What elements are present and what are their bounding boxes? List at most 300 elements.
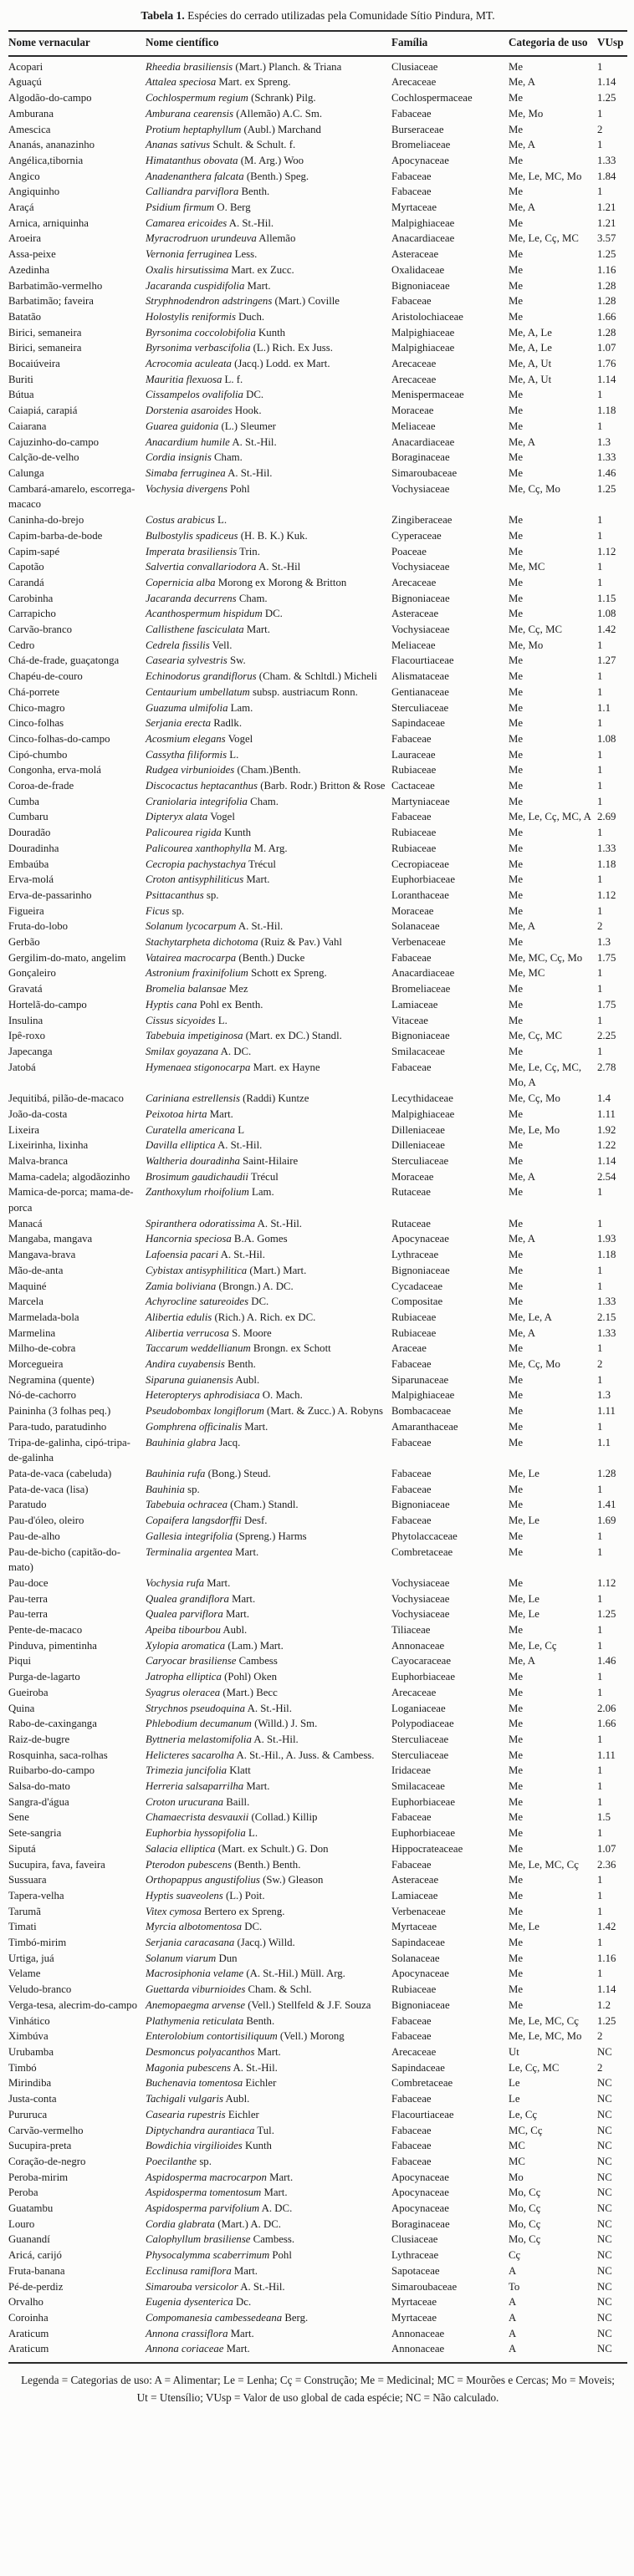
- cell-nome-vernacular: Mangava-brava: [8, 1249, 76, 1261]
- cell-vusp: 1.25: [597, 248, 616, 261]
- cell-familia: Flacourtiaceae: [391, 654, 454, 667]
- cell-familia: Menispermaceae: [391, 389, 464, 401]
- table-row: [8, 1653, 627, 1669]
- cell-nome-cientifico: Peixotoa hirta Mart.: [146, 1107, 233, 1120]
- table-row: [8, 2029, 627, 2044]
- cell-nome-cientifico: Casearia sylvestris Sw.: [146, 654, 246, 667]
- cell-vusp: 2: [597, 2061, 603, 2074]
- cell-nome-vernacular: Angélica,tibornia: [8, 154, 84, 166]
- table-row: [8, 2248, 627, 2263]
- cell-familia: Clusiaceae: [391, 60, 438, 73]
- cell-familia: Vochysiaceae: [391, 1576, 450, 1589]
- table-row: [8, 575, 627, 591]
- table-row: [8, 1529, 627, 1545]
- table-row: [8, 2170, 627, 2186]
- cell-categoria-de-uso: Me: [509, 420, 524, 432]
- table-row: [8, 888, 627, 904]
- table-row: [8, 2091, 627, 2107]
- table-row: [8, 2154, 627, 2170]
- cell-nome-vernacular: Embaúba: [8, 858, 49, 870]
- table-row: [8, 1513, 627, 1529]
- cell-familia: Lamiaceae: [391, 1889, 438, 1901]
- table-row: [8, 1013, 627, 1029]
- cell-categoria-de-uso: Me: [509, 1780, 524, 1793]
- cell-nome-cientifico: Pterodon pubescens (Benth.) Benth.: [146, 1858, 301, 1871]
- cell-nome-cientifico: Ficus sp.: [146, 904, 185, 917]
- table-row: [8, 606, 627, 622]
- cell-categoria-de-uso: Me: [509, 263, 524, 276]
- cell-categoria-de-uso: Me: [509, 1576, 524, 1589]
- cell-nome-vernacular: Hortelã-do-campo: [8, 998, 87, 1011]
- cell-nome-vernacular: Maquiné: [8, 1280, 47, 1292]
- cell-familia: Vochysiaceae: [391, 561, 450, 573]
- cell-familia: Myrtaceae: [391, 2296, 437, 2309]
- table-row: [8, 1044, 627, 1060]
- cell-vusp: 1.11: [597, 1749, 616, 1761]
- cell-familia: Euphorbiaceae: [391, 1671, 456, 1683]
- table-row: [8, 2217, 627, 2232]
- cell-vusp: 1.28: [597, 1467, 616, 1479]
- table-row: [8, 1779, 627, 1795]
- table-body: [8, 57, 627, 2360]
- table-row: [8, 435, 627, 451]
- cell-vusp: 1: [597, 1217, 603, 1229]
- cell-categoria-de-uso: Me, A, Ut: [509, 373, 552, 385]
- table-row: [8, 1184, 627, 1215]
- cell-nome-cientifico: Brosimum gaudichaudii Trécul: [146, 1170, 279, 1183]
- cell-nome-cientifico: Simaba ferruginea A. St.-Hil.: [146, 466, 273, 479]
- cell-categoria-de-uso: Me: [509, 1545, 524, 1558]
- table-row: [8, 1669, 627, 1685]
- cell-vusp: 1: [597, 1686, 603, 1698]
- cell-nome-cientifico: Costus arabicus L.: [146, 514, 228, 527]
- cell-familia: Arecaceae: [391, 1686, 437, 1698]
- cell-nome-cientifico: Aspidosperma parvifolium A. DC.: [146, 2202, 293, 2215]
- cell-categoria-de-uso: Me, Cç, Mo: [509, 482, 560, 495]
- cell-nome-cientifico: Zanthoxylum rhoifolium Lam.: [146, 1186, 274, 1199]
- cell-familia: Rutaceae: [391, 1186, 431, 1199]
- cell-nome-cientifico: Alibertia verrucosa S. Moore: [146, 1326, 272, 1339]
- cell-nome-vernacular: Caiapiá, carapiá: [8, 405, 78, 417]
- cell-categoria-de-uso: Me: [509, 154, 524, 166]
- cell-nome-vernacular: Pata-de-vaca (cabeluda): [8, 1467, 112, 1479]
- cell-nome-vernacular: Pau-de-bicho (capitão-do-mato): [8, 1545, 120, 1574]
- cell-nome-cientifico: Stachytarpheta dichotoma (Ruiz & Pav.) Vahl: [146, 936, 342, 949]
- cell-nome-vernacular: Gravatá: [8, 983, 43, 995]
- cell-nome-vernacular: Negramina (quente): [8, 1373, 95, 1386]
- cell-nome-vernacular: Araticum: [8, 2343, 49, 2355]
- cell-nome-cientifico: Poecilanthe sp.: [146, 2155, 212, 2167]
- table-row: [8, 1825, 627, 1841]
- cell-categoria-de-uso: Me: [509, 1937, 524, 1949]
- table-row: [8, 919, 627, 934]
- cell-nome-cientifico: Trimezia juncifolia Klatt: [146, 1764, 251, 1777]
- cell-nome-cientifico: Cedrela fissilis Vell.: [146, 639, 233, 651]
- cell-familia: Solanaceae: [391, 1952, 440, 1964]
- cell-familia: Cyperaceae: [391, 529, 442, 542]
- cell-nome-cientifico: Lafoensia pacari A. St.-Hil.: [146, 1249, 265, 1261]
- cell-vusp: 2: [597, 920, 603, 933]
- cell-vusp: NC: [597, 2108, 612, 2120]
- cell-nome-cientifico: Taccarum weddellianum Brongn. ex Schott: [146, 1342, 331, 1355]
- cell-nome-cientifico: Byrsonima coccolobifolia Kunth: [146, 326, 286, 339]
- table-row: [8, 200, 627, 216]
- cell-familia: Asteraceae: [391, 248, 439, 261]
- cell-nome-vernacular: Jatobá: [8, 1061, 36, 1073]
- cell-familia: Fabaceae: [391, 811, 432, 823]
- cell-nome-vernacular: Ximbúva: [8, 2030, 49, 2043]
- table-row: [8, 1310, 627, 1326]
- table-row: [8, 1919, 627, 1935]
- cell-categoria-de-uso: Me: [509, 842, 524, 854]
- cell-nome-cientifico: Waltheria douradinha Saint-Hilaire: [146, 1154, 299, 1167]
- column-header-vusp: VUsp: [597, 36, 624, 48]
- cell-nome-cientifico: Copaifera langsdorffii Desf.: [146, 1515, 268, 1527]
- cell-familia: Anacardiaceae: [391, 967, 455, 980]
- cell-vusp: 1: [597, 1483, 603, 1495]
- cell-familia: Vochysiaceae: [391, 1592, 450, 1605]
- table-row: [8, 825, 627, 841]
- cell-categoria-de-uso: Me: [509, 1483, 524, 1495]
- cell-nome-cientifico: Simarouba versicolor A. St.-Hil.: [146, 2280, 285, 2293]
- cell-nome-vernacular: Marcela: [8, 1296, 43, 1308]
- cell-familia: Sterculiaceae: [391, 1749, 449, 1761]
- column-header-nome-vernacular: Nome vernacular: [8, 36, 90, 48]
- table-row: [8, 1497, 627, 1513]
- cell-categoria-de-uso: Me: [509, 1968, 524, 1980]
- cell-nome-cientifico: Dipteryx alata Vogel: [146, 811, 235, 823]
- table-row: [8, 262, 627, 278]
- cell-categoria-de-uso: Mo, Cç: [509, 2187, 541, 2199]
- cell-categoria-de-uso: Me: [509, 936, 524, 949]
- cell-categoria-de-uso: Me: [509, 654, 524, 667]
- cell-vusp: 1.07: [597, 1842, 616, 1855]
- cell-categoria-de-uso: Me: [509, 1718, 524, 1730]
- table-row: [8, 2279, 627, 2295]
- cell-categoria-de-uso: Me, Le: [509, 1467, 539, 1479]
- cell-familia: Fabaceae: [391, 170, 432, 182]
- cell-familia: Vochysiaceae: [391, 624, 450, 636]
- cell-nome-vernacular: Capim-sapé: [8, 545, 60, 557]
- cell-vusp: 1.5: [597, 1811, 611, 1824]
- cell-vusp: 1: [597, 1639, 603, 1652]
- cell-nome-vernacular: Cumbaru: [8, 811, 49, 823]
- cell-nome-cientifico: Oxalis hirsutissima Mart. ex Zucc.: [146, 263, 294, 276]
- cell-nome-cientifico: Buchenavia tomentosa Eichler: [146, 2077, 277, 2090]
- table-row: [8, 1685, 627, 1701]
- cell-vusp: 1: [597, 1671, 603, 1683]
- cell-categoria-de-uso: Me: [509, 858, 524, 870]
- cell-vusp: 2.25: [597, 1030, 616, 1042]
- table-row: [8, 90, 627, 106]
- cell-nome-vernacular: Manacá: [8, 1217, 43, 1229]
- cell-nome-vernacular: Angiquinho: [8, 186, 60, 198]
- table-row: [8, 2232, 627, 2248]
- cell-vusp: 1.3: [597, 936, 611, 949]
- table-row: [8, 1701, 627, 1717]
- cell-categoria-de-uso: Me, Le, MC, Mo: [509, 170, 582, 182]
- cell-nome-vernacular: Capim-barba-de-bode: [8, 529, 103, 542]
- cell-nome-vernacular: Rabo-de-caxinganga: [8, 1718, 97, 1730]
- cell-vusp: 1.22: [597, 1139, 616, 1152]
- cell-nome-cientifico: Zamia boliviana (Brongn.) A. DC.: [146, 1280, 294, 1292]
- cell-nome-cientifico: Ananas sativus Schult. & Schult. f.: [146, 139, 296, 151]
- table-row: [8, 1060, 627, 1091]
- cell-categoria-de-uso: Me: [509, 405, 524, 417]
- table-title: [8, 8, 627, 24]
- cell-categoria-de-uso: Me, MC, Cç, Mo: [509, 951, 583, 964]
- table-header: [8, 30, 627, 57]
- cell-familia: Fabaceae: [391, 2014, 432, 2027]
- cell-nome-cientifico: Calophyllum brasiliense Cambess.: [146, 2233, 295, 2246]
- cell-categoria-de-uso: Me: [509, 1139, 524, 1152]
- cell-nome-cientifico: Bauhinia rufa (Bong.) Steud.: [146, 1467, 271, 1479]
- cell-familia: Annonaceae: [391, 2327, 445, 2339]
- cell-nome-vernacular: Calção-de-velho: [8, 451, 79, 464]
- cell-nome-cientifico: Euphorbia hyssopifolia L.: [146, 1827, 258, 1840]
- cell-nome-vernacular: Tarumã: [8, 1905, 41, 1917]
- cell-categoria-de-uso: Mo, Cç: [509, 2202, 541, 2215]
- cell-vusp: 1.28: [597, 326, 616, 339]
- cell-categoria-de-uso: Me: [509, 514, 524, 527]
- table-row: [8, 1028, 627, 1044]
- cell-nome-cientifico: Jacaranda decurrens Cham.: [146, 592, 268, 604]
- table-row: [8, 685, 627, 700]
- cell-familia: Fabaceae: [391, 295, 432, 308]
- cell-nome-vernacular: Pente-de-macaco: [8, 1624, 83, 1637]
- cell-nome-cientifico: Calliandra parviflora Benth.: [146, 186, 270, 198]
- cell-categoria-de-uso: Me, A: [509, 201, 535, 214]
- cell-vusp: 2.36: [597, 1858, 616, 1871]
- cell-categoria-de-uso: Me: [509, 1420, 524, 1433]
- cell-nome-vernacular: Sene: [8, 1811, 29, 1824]
- cell-familia: Rubiaceae: [391, 1983, 437, 1996]
- cell-nome-cientifico: Spiranthera odoratissima A. St.-Hil.: [146, 1217, 303, 1229]
- table-row: [8, 325, 627, 341]
- cell-familia: Bromeliaceae: [391, 139, 451, 151]
- table-row: [8, 1732, 627, 1748]
- cell-categoria-de-uso: Me: [509, 732, 524, 745]
- cell-categoria-de-uso: Me: [509, 60, 524, 73]
- cell-familia: Arecaceae: [391, 358, 437, 370]
- cell-vusp: 1: [597, 873, 603, 886]
- cell-vusp: 1.27: [597, 654, 616, 667]
- cell-nome-cientifico: Physocalymma scaberrimum Pohl: [146, 2249, 292, 2262]
- cell-nome-cientifico: Tachigali vulgaris Aubl.: [146, 2093, 250, 2105]
- cell-nome-vernacular: Sussuara: [8, 1874, 47, 1886]
- cell-categoria-de-uso: Me, Le: [509, 1592, 539, 1605]
- cell-nome-cientifico: Plathymenia reticulata Benth.: [146, 2014, 275, 2027]
- table-row: [8, 997, 627, 1013]
- table-row: [8, 356, 627, 372]
- cell-vusp: 1: [597, 1545, 603, 1558]
- table-row: [8, 481, 627, 512]
- cell-nome-vernacular: Tapera-velha: [8, 1889, 64, 1901]
- cell-categoria-de-uso: Me: [509, 1530, 524, 1542]
- cell-categoria-de-uso: Me: [509, 1874, 524, 1886]
- cell-vusp: 1.41: [597, 1499, 616, 1511]
- cell-familia: Cochlospermaceae: [391, 92, 473, 104]
- cell-familia: Polypodiaceae: [391, 1718, 454, 1730]
- cell-nome-vernacular: Sete-sangria: [8, 1827, 62, 1840]
- cell-categoria-de-uso: MC: [509, 2140, 525, 2152]
- cell-vusp: 1.14: [597, 1983, 616, 1996]
- cell-familia: Bignoniaceae: [391, 1998, 450, 2011]
- cell-nome-cientifico: Hymenaea stigonocarpa Mart. ex Hayne: [146, 1061, 320, 1073]
- cell-categoria-de-uso: Me: [509, 1733, 524, 1745]
- table-row: [8, 622, 627, 638]
- cell-nome-vernacular: Salsa-do-mato: [8, 1780, 70, 1793]
- cell-vusp: NC: [597, 2343, 612, 2355]
- cell-familia: Sapotaceae: [391, 2264, 440, 2277]
- cell-nome-cientifico: Bowdichia virgilioides Kunth: [146, 2140, 272, 2152]
- cell-nome-cientifico: Achyrocline satureoides DC.: [146, 1296, 269, 1308]
- cell-vusp: 1: [597, 670, 603, 683]
- cell-nome-vernacular: Malva-branca: [8, 1154, 69, 1167]
- cell-nome-cientifico: Salvertia convallariodora A. St.-Hil: [146, 561, 301, 573]
- cell-familia: Fabaceae: [391, 2030, 432, 2043]
- table-row: [8, 1247, 627, 1263]
- cell-familia: Arecaceae: [391, 2046, 437, 2058]
- cell-vusp: 2: [597, 123, 603, 135]
- table-row: [8, 2263, 627, 2279]
- cell-vusp: NC: [597, 2187, 612, 2199]
- cell-familia: Verbenaceae: [391, 936, 446, 949]
- cell-familia: Fabaceae: [391, 1467, 432, 1479]
- cell-vusp: 1: [597, 1968, 603, 1980]
- cell-nome-vernacular: Cedro: [8, 639, 35, 651]
- table-row: [8, 2013, 627, 2029]
- table-row: [8, 950, 627, 966]
- cell-vusp: 1: [597, 107, 603, 120]
- cell-nome-vernacular: Erva-molá: [8, 873, 54, 886]
- cell-vusp: 1: [597, 1186, 603, 1199]
- table-row: [8, 1872, 627, 1888]
- table-row: [8, 1904, 627, 1920]
- cell-vusp: 1.16: [597, 263, 616, 276]
- cell-nome-vernacular: Pau-terra: [8, 1592, 48, 1605]
- cell-nome-cientifico: Cissus sicyoides L.: [146, 1014, 228, 1026]
- cell-familia: Malpighiaceae: [391, 1389, 455, 1402]
- cell-familia: Meliaceae: [391, 420, 436, 432]
- cell-nome-cientifico: Myrcia albotomentosa DC.: [146, 1921, 263, 1933]
- cell-nome-vernacular: Vinhático: [8, 2014, 50, 2027]
- cell-nome-vernacular: Aroeira: [8, 232, 42, 245]
- table-row: [8, 841, 627, 857]
- cell-nome-cientifico: Xylopia aromatica (Lam.) Mart.: [146, 1639, 284, 1652]
- cell-vusp: 1: [597, 576, 603, 588]
- table-row: [8, 1951, 627, 1967]
- cell-categoria-de-uso: Me: [509, 1373, 524, 1386]
- cell-nome-vernacular: Timbó-mirim: [8, 1937, 67, 1949]
- cell-familia: Loganiaceae: [391, 1702, 446, 1714]
- cell-categoria-de-uso: Me, A: [509, 435, 535, 448]
- cell-nome-cientifico: Serjania caracasana (Jacq.) Willd.: [146, 1937, 295, 1949]
- cell-familia: Arecaceae: [391, 76, 437, 89]
- cell-familia: Apocynaceae: [391, 154, 449, 166]
- cell-nome-cientifico: Himatanthus obovata (M. Arg.) Woo: [146, 154, 304, 166]
- cell-categoria-de-uso: Me, Le: [509, 1515, 539, 1527]
- cell-categoria-de-uso: Me: [509, 1436, 524, 1448]
- cell-familia: Annonaceae: [391, 2343, 445, 2355]
- cell-nome-cientifico: Anemopaegma arvense (Vell.) Stellfeld & J.F. Souza: [146, 1998, 371, 2011]
- cell-familia: Rubiaceae: [391, 764, 437, 776]
- cell-familia: Myrtaceae: [391, 2311, 437, 2324]
- cell-categoria-de-uso: Me, A: [509, 1326, 535, 1339]
- cell-familia: Bignoniaceae: [391, 1499, 450, 1511]
- cell-vusp: 1: [597, 1905, 603, 1917]
- cell-nome-cientifico: Siparuna guianensis Aubl.: [146, 1373, 260, 1386]
- cell-nome-vernacular: Bocaiúveira: [8, 358, 60, 370]
- cell-familia: Bignoniaceae: [391, 592, 450, 604]
- cell-nome-vernacular: Siputá: [8, 1842, 36, 1855]
- cell-vusp: 1: [597, 983, 603, 995]
- cell-nome-vernacular: Paratudo: [8, 1499, 47, 1511]
- cell-categoria-de-uso: Me, Mo: [509, 639, 544, 651]
- cell-categoria-de-uso: Me: [509, 1499, 524, 1511]
- cell-nome-cientifico: Guarea guidonia (L.) Sleumer: [146, 420, 276, 432]
- cell-nome-vernacular: Gergilim-do-mato, angelim: [8, 951, 126, 964]
- cell-categoria-de-uso: Me, Le, MC, Mo: [509, 2030, 582, 2043]
- cell-vusp: 1.33: [597, 451, 616, 464]
- cell-vusp: NC: [597, 2311, 612, 2324]
- table-row: [8, 1263, 627, 1279]
- cell-familia: Cayocaraceae: [391, 1655, 452, 1667]
- cell-categoria-de-uso: Me, Le, Cç, MC, A: [509, 811, 591, 823]
- cell-categoria-de-uso: Me, A: [509, 1233, 535, 1245]
- cell-nome-vernacular: Verga-tesa, alecrim-do-campo: [8, 1998, 137, 2011]
- cell-nome-vernacular: Assa-peixe: [8, 248, 56, 261]
- cell-nome-cientifico: Vernonia ferruginea Less.: [146, 248, 258, 261]
- cell-familia: Myrtaceae: [391, 201, 437, 214]
- cell-nome-cientifico: Hyptis cana Pohl ex Benth.: [146, 998, 263, 1011]
- cell-familia: Rubiaceae: [391, 827, 437, 839]
- table-row: [8, 528, 627, 544]
- cell-categoria-de-uso: Me: [509, 888, 524, 901]
- table-row: [8, 591, 627, 607]
- cell-familia: Moraceae: [391, 1170, 434, 1183]
- cell-nome-cientifico: Guazuma ulmifolia Lam.: [146, 701, 253, 714]
- cell-familia: Rubiaceae: [391, 842, 437, 854]
- cell-vusp: 1.08: [597, 608, 616, 620]
- cell-nome-vernacular: Timati: [8, 1921, 37, 1933]
- table-row: [8, 2326, 627, 2342]
- cell-nome-vernacular: Carobinha: [8, 592, 54, 604]
- table-row: [8, 669, 627, 685]
- table-row: [8, 293, 627, 309]
- document-page: [0, 8, 634, 2406]
- cell-nome-vernacular: Fruta-banana: [8, 2264, 65, 2277]
- cell-familia: Combretaceae: [391, 2077, 453, 2090]
- cell-categoria-de-uso: Me: [509, 310, 524, 323]
- cell-nome-vernacular: Pururuca: [8, 2108, 48, 2120]
- cell-nome-vernacular: Barbatimão; faveira: [8, 295, 94, 308]
- table-row: [8, 1638, 627, 1654]
- cell-nome-vernacular: Japecanga: [8, 1046, 53, 1057]
- cell-familia: Araceae: [391, 1342, 427, 1355]
- cell-familia: Euphorbiaceae: [391, 1795, 456, 1808]
- cell-familia: Cycadaceae: [391, 1280, 443, 1292]
- table-row: [8, 1357, 627, 1372]
- table-row: [8, 1123, 627, 1138]
- cell-nome-vernacular: Tripa-de-galinha, cipó-tripa-de-galinha: [8, 1436, 130, 1464]
- cell-categoria-de-uso: Me: [509, 1905, 524, 1917]
- table-row: [8, 2044, 627, 2060]
- cell-familia: Sterculiaceae: [391, 701, 449, 714]
- cell-categoria-de-uso: Me: [509, 1249, 524, 1261]
- cell-vusp: 1.28: [597, 295, 616, 308]
- cell-nome-vernacular: Congonha, erva-molá: [8, 764, 101, 776]
